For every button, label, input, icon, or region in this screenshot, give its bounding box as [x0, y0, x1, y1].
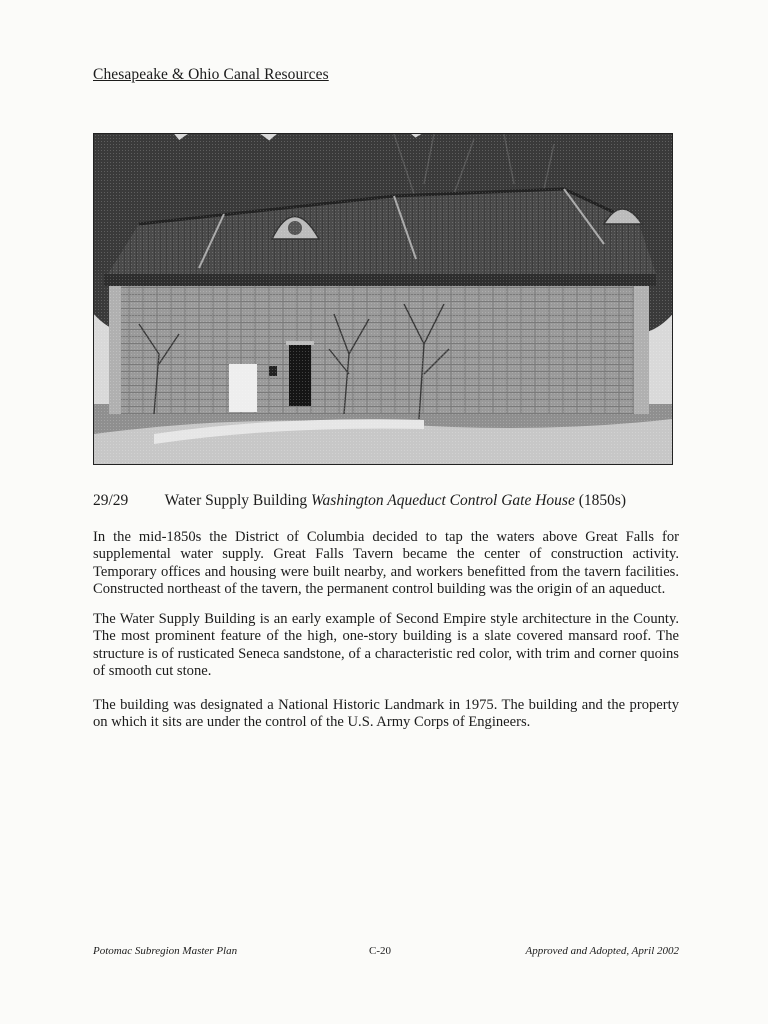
paragraph-architecture: The Water Supply Building is an early example of Second Empire style architecture in the County. The most prominent feature of the high, one-story building is a slate covered mansard roof. The structure is of rusticated Seneca sandstone, of a characteristic red color, with trim and corner quoins of smooth cut stone. — [93, 611, 679, 680]
building-photograph — [93, 133, 673, 465]
paragraph-landmark: The building was designated a National Historic Landmark in 1975. The building and the property on which it sits are under the control of the U.S. Army Corps of Engineers. — [93, 697, 679, 731]
footer-page-number: C-20 — [369, 945, 391, 957]
caption-number: 29/29 — [93, 492, 129, 509]
figure-caption — [93, 492, 626, 510]
paragraph-history: In the mid-1850s the District of Columbia decided to tap the waters above Great Falls for supplemental water supply. Great Falls Tavern became the center of construction activity. Temporary offices and housing were built nearby, and workers benefitted from the tavern facilities. Constructed northeast of the tavern, the permanent control building was the origin of an aqueduct. — [93, 529, 679, 598]
running-head: Chesapeake & Ohio Canal Resources — [93, 66, 329, 83]
footer-approval-date: Approved and Adopted, April 2002 — [525, 945, 679, 957]
footer-document-title: Potomac Subregion Master Plan — [93, 945, 238, 957]
caption-date: (1850s) — [578, 492, 627, 509]
caption-name: Water Supply Building — [164, 492, 308, 509]
caption-italic-title: Washington Aqueduct Control Gate House — [311, 492, 575, 509]
